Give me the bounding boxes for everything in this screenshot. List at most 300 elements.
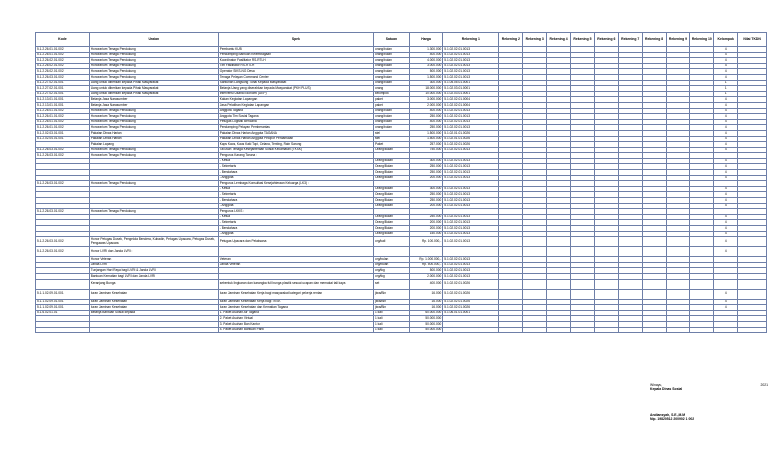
table-cell: 2. Paket Asuhan Virtual	[218, 316, 373, 322]
table-cell: 4	[714, 58, 738, 64]
table-cell: 4	[714, 125, 738, 131]
table-cell: - Bendahara	[218, 170, 373, 176]
table-cell: Orang/Bulan	[374, 164, 410, 170]
table-cell	[409, 247, 442, 257]
table-cell	[218, 247, 373, 257]
table-cell: 5.1.2.26.03.01.002	[36, 247, 90, 257]
table-cell	[738, 289, 767, 299]
table-cell: orang/bulan	[374, 125, 410, 131]
table-cell: 4	[714, 170, 738, 176]
table-cell: org/kali	[374, 237, 410, 247]
table-cell: Rp. 100.000,-	[409, 237, 442, 247]
table-cell: 300.000	[409, 158, 442, 164]
table-cell: Belanja Bantuan Sosial kepada	[89, 310, 218, 316]
table-cell: Orang/Bulan	[374, 170, 410, 176]
signature-position: Kepala Dinas Sosial	[650, 387, 683, 391]
table-cell: 4	[714, 220, 738, 226]
table-cell: orang/bulan	[374, 69, 410, 75]
table-cell: sebentuk lingkaran dan karangka full bunga plastik sesuai ucapan dan memakai tali kaya	[218, 279, 373, 289]
table-cell: 5.1.2.26.01.01.002	[36, 119, 90, 125]
table-cell: Honorarium Tenaga Pendukung	[89, 63, 218, 69]
table-cell	[642, 289, 666, 299]
table-cell: 4	[714, 130, 738, 136]
table-cell: Operator SIKS-NG Desa	[218, 69, 373, 75]
table-cell: 4	[714, 305, 738, 311]
table-cell: 5.1.2.26.01.01.002	[36, 47, 90, 53]
table-cell	[642, 237, 666, 247]
table-cell: 4	[714, 74, 738, 80]
table-cell: - Ketua	[218, 158, 373, 164]
table-cell: 1	[714, 91, 738, 97]
table-cell: 5.1.2.26.01.01.002	[36, 114, 90, 120]
table-cell: 4	[714, 164, 738, 170]
table-cell: Iuran Jaminan Kesehatan Kerja bagi masyarakat kategori pekerja rentan	[218, 289, 373, 299]
table-cell: org/bulan	[374, 262, 410, 268]
table-cell: Orang/Bulan	[374, 231, 410, 237]
column-header: Rekening 9	[666, 33, 690, 47]
table-cell	[594, 327, 618, 333]
table-cell: stel	[374, 136, 410, 142]
table-cell: Koordinator Fasilitator RS-RTLH	[218, 58, 373, 64]
table-cell: 5.1.2.27.02.01.001	[36, 91, 90, 97]
table-cell: kelompok	[374, 91, 410, 97]
table-cell: Pakaian Dinas Harian Anggota TAGANA	[218, 130, 373, 136]
table-cell: Honor Petugas Dusek, Pengelola Bendera, Kubadin, Petugas Upacara, Petugas Dusek, Pengawas Upacara	[89, 237, 218, 247]
table-cell: Kaps Kaos, Kaus Kaki Topi, Celana, Tenting, Rain Sarung	[218, 142, 373, 148]
table-cell	[714, 327, 738, 333]
table-cell	[499, 279, 523, 289]
table-cell: 1 kali	[374, 321, 410, 327]
table-cell: 5.1.1.02.09.01.001	[36, 299, 90, 305]
table-cell	[547, 289, 571, 299]
table-cell	[374, 247, 410, 257]
column-header: Rekening 8	[642, 33, 666, 47]
table-cell	[499, 237, 523, 247]
table-cell: orang/bulan	[374, 52, 410, 58]
column-header: Kode	[36, 33, 90, 47]
table-cell	[523, 279, 547, 289]
table-cell: Pengurus Lembaga Konsultasi Kesejahteraan Keluarga (LK3) :	[218, 181, 373, 187]
table-cell: - Anggota	[218, 175, 373, 181]
table-cell: 400.000	[409, 108, 442, 114]
table-cell: org/tkg	[374, 268, 410, 274]
table-cell: Orang/Bulan	[374, 198, 410, 204]
table-cell: 16.000	[409, 299, 442, 305]
table-cell: Iuran Jaminan Kesehatan	[89, 289, 218, 299]
table-cell	[738, 247, 767, 257]
table-cell: 2.000.000	[409, 102, 442, 108]
table-cell: 5.1.02.02.01.0013	[443, 74, 499, 80]
table-cell: 250.000	[409, 114, 442, 120]
table-cell: 5.1.02.02.01.0013	[443, 198, 499, 204]
table-cell: Bantuan Kematian bagi LVRI dan Janda LVRI	[89, 273, 218, 279]
table-cell: jiwa/Bln	[374, 305, 410, 311]
table-cell: 5.1.02.02.01.0013	[443, 237, 499, 247]
table-cell: Honorarium Tenaga Pendukung	[89, 114, 218, 120]
table-cell	[571, 237, 595, 247]
table-cell: 5.1.02.02.01.0026	[443, 289, 499, 299]
table-cell: Anggota Tim Sosial Tagana	[218, 114, 373, 120]
table-cell	[690, 289, 714, 299]
table-cell	[666, 247, 690, 257]
table-cell: - Sekretaris	[218, 192, 373, 198]
table-cell	[523, 327, 547, 333]
table-cell: 4	[714, 63, 738, 69]
table-cell: 5.1.02.02.01.0013	[443, 231, 499, 237]
table-cell: 300.000	[409, 80, 442, 86]
table-cell: Tunjangan Hari Raya bagi LVRI & Janda LVRI	[89, 268, 218, 274]
table-cell: Orang/Bulan	[374, 220, 410, 226]
table-cell: 5.1.2.26.03.01.002	[36, 147, 90, 153]
table-cell: 5.1.02.02.01.0013	[443, 203, 499, 209]
table-cell	[443, 247, 499, 257]
table-cell: 5.1.02.02.01.0013	[443, 158, 499, 164]
table-cell	[666, 279, 690, 289]
table-cell: paket	[374, 97, 410, 103]
table-cell: Paket	[374, 142, 410, 148]
table-cell: orang/bulan	[374, 58, 410, 64]
table-cell: 5.1.02.02.01.0013	[443, 257, 499, 263]
table-cell: Petugas Upacara dan Pelaksana	[218, 237, 373, 247]
table-cell: 2.000.000	[409, 273, 442, 279]
table-cell: Honorarium Tenaga Pendukung	[89, 47, 218, 53]
table-cell: Orang/Bulan	[374, 203, 410, 209]
table-cell: 4	[714, 231, 738, 237]
table-cell: Kakan Kegiatan Lapangan	[218, 97, 373, 103]
table-cell: 5.1.02.02.01.0013	[443, 226, 499, 232]
table-cell: Pakaian Dinas Harian	[89, 130, 218, 136]
table-cell: 4	[714, 108, 738, 114]
table-cell: 4	[714, 147, 738, 153]
table-cell: 1.500.000	[409, 74, 442, 80]
table-cell: Iuran Jaminan Kesehatan Kerja bagi TKSK	[218, 299, 373, 305]
table-cell: 5.1.02.02.01.0013	[443, 69, 499, 75]
column-header: Rekening 4	[547, 33, 571, 47]
table-cell: Iuran Jaminan Kesehatan dan Kematian Tagana	[218, 305, 373, 311]
table-cell: Anggota Tagana	[218, 108, 373, 114]
table-cell: 4	[714, 289, 738, 299]
table-cell	[618, 279, 642, 289]
table-cell: 5.1.02.02.01.0013	[443, 268, 499, 274]
table-cell: 5.1.02.02.01.0026	[443, 142, 499, 148]
table-cell: 5.1.2.27.02.01.001	[36, 86, 90, 92]
table-cell: Orang/Bulan	[374, 192, 410, 198]
table-cell: 5.1.2.26.01.01.002	[36, 108, 90, 114]
table-cell: 5.1.6.02.01.01	[36, 310, 90, 316]
table-cell: 16.000	[409, 305, 442, 311]
table-cell: 5.1.2.26.03.01.002	[36, 153, 90, 159]
table-cell: 50.000.000	[409, 316, 442, 322]
table-cell	[594, 279, 618, 289]
table-cell: 3. Paket Asuhan Ban Kantor	[218, 321, 373, 327]
table-cell	[499, 289, 523, 299]
table-cell: Pakaian Dinas Harian	[89, 136, 218, 142]
table-row	[36, 327, 767, 333]
table-cell: 50.000.000	[409, 327, 442, 333]
table-cell: Orang/Bulan	[374, 186, 410, 192]
table-cell: 5.1.2.02.03.01.001	[36, 130, 90, 136]
column-header: Nilai TKDN	[738, 33, 767, 47]
table-cell: 3.000.000	[409, 97, 442, 103]
table-cell: 250.000	[409, 192, 442, 198]
table-cell: 5.1.05.05.01.0001	[443, 80, 499, 86]
table-cell: Tim Fasilitator RS-RTLH	[218, 63, 373, 69]
table-cell: Rp. 500.000,-	[409, 262, 442, 268]
table-cell: Honorarium Tenaga Pendukung	[89, 108, 218, 114]
table-cell: 5.1.02.02.01.0013	[443, 186, 499, 192]
signature-year: 2021	[760, 383, 768, 387]
table-cell: 4.000.000	[409, 58, 442, 64]
column-header: Rekening 5	[571, 33, 595, 47]
table-cell: Pembantu KUB	[218, 47, 373, 53]
table-cell: 5.1.2.26.03.01.002	[36, 74, 90, 80]
table-cell: 200.000	[409, 175, 442, 181]
table-cell	[618, 327, 642, 333]
table-cell: Honorarium Tenaga Pendukung	[89, 209, 218, 215]
table-cell: Iuran Jaminan Kesehatan	[89, 305, 218, 311]
table-cell: 5.1.02.02.01.0026	[443, 299, 499, 305]
table-cell: Veteran	[218, 257, 373, 263]
table-cell: 5.1.2.26.03.01.002	[36, 181, 90, 187]
table-cell	[618, 289, 642, 299]
table-cell	[547, 327, 571, 333]
table-cell: 10.000.000	[409, 91, 442, 97]
table-cell: Pakaian Lapang	[89, 142, 218, 148]
column-header: Spek	[218, 33, 373, 47]
table-cell: 4	[714, 247, 738, 257]
table-cell: 5.1.02.03.01.0001	[443, 91, 499, 97]
price-table	[35, 32, 767, 333]
table-cell: org/tkg	[374, 273, 410, 279]
table-cell: jiwa/Bln	[374, 299, 410, 305]
table-cell: 5.1.02.02.01.0013	[443, 220, 499, 226]
column-header: Rekening 2	[499, 33, 523, 47]
table-cell: 5.1.02.02.01.0013	[443, 114, 499, 120]
table-cell: - Anggota	[218, 203, 373, 209]
table-cell: 750.000	[409, 147, 442, 153]
table-cell: 4	[714, 203, 738, 209]
table-cell: 300.000	[409, 186, 442, 192]
table-cell: - Sekretaris	[218, 164, 373, 170]
table-cell	[571, 289, 595, 299]
signature-nip: Nip. 19820512 200902 1 002	[650, 417, 695, 421]
table-cell: Honorarium Tenaga Pendukung	[89, 147, 218, 153]
table-cell: 4	[714, 214, 738, 220]
table-cell: 5.1.02.01.01.0026	[443, 130, 499, 136]
table-cell: 5.1.02.02.01.0013	[443, 273, 499, 279]
table-cell: 4	[714, 192, 738, 198]
table-cell: Orang/Bulan	[374, 214, 410, 220]
table-cell: Pengurus LKKS :	[218, 209, 373, 215]
table-cell: 257.000	[409, 142, 442, 148]
table-cell	[36, 279, 90, 289]
table-cell	[594, 237, 618, 247]
table-cell	[547, 279, 571, 289]
table-cell: Honorarium Tenaga Pendukung	[89, 181, 218, 187]
table-cell: Intervensi Usaha Ekonomi (UEP)	[218, 91, 373, 97]
table-cell: Janda Veteran	[218, 262, 373, 268]
table-cell: 1.500.000	[409, 130, 442, 136]
table-cell: 5.1.2.26.03.01.002	[36, 209, 90, 215]
table-cell: 4	[714, 198, 738, 204]
table-cell: 4	[714, 47, 738, 53]
table-cell: 1 kali	[374, 316, 410, 322]
table-cell: 400.000	[409, 119, 442, 125]
table-cell: Petugas Logistik Bencana	[218, 119, 373, 125]
table-cell: 5.1.02.02.01.0004	[443, 97, 499, 103]
table-cell: Keranjang Bunga	[89, 279, 218, 289]
table-cell	[571, 247, 595, 257]
table-cell: 5.1.2.13.01.01.001	[36, 97, 90, 103]
table-cell: Honorarium Tenaga Pendukung	[89, 69, 218, 75]
table-row	[36, 247, 767, 257]
table-cell: 5.1.02.02.01.0013	[443, 108, 499, 114]
table-cell: 150.000	[409, 231, 442, 237]
table-cell	[618, 237, 642, 247]
table-cell: Honor Veteran	[89, 257, 218, 263]
table-cell: 400.000	[409, 279, 442, 289]
table-cell: jiwa/Bln	[374, 289, 410, 299]
table-row	[36, 279, 767, 289]
table-cell	[618, 247, 642, 257]
table-cell: 5.1.2.26.02.01.002	[36, 63, 90, 69]
table-cell: Uang untuk diberikan kepada Pihak Masyarakat	[89, 86, 218, 92]
table-cell: 5.1.2.26.02.01.002	[36, 69, 90, 75]
table-cell: orang/bulan	[374, 108, 410, 114]
table-cell: 1. Paket Asuhan Air Tagana	[218, 310, 373, 316]
table-cell: 250.000	[409, 164, 442, 170]
table-cell	[547, 247, 571, 257]
table-cell: Uang untuk diberikan kepada Pihak Masyarakat	[89, 80, 218, 86]
table-cell	[690, 279, 714, 289]
table-cell: 400.000	[409, 52, 442, 58]
table-cell: 4	[714, 237, 738, 247]
table-cell: 18.000.000	[409, 86, 442, 92]
table-cell: - Anggota	[218, 231, 373, 237]
signature-place: Winayu,	[650, 383, 663, 387]
table-cell: Honorarium Tenaga Pendukung	[89, 119, 218, 125]
table-cell: 5.1.02.02.01.0013	[443, 47, 499, 53]
table-cell	[499, 327, 523, 333]
table-cell: 4	[714, 102, 738, 108]
table-cell: Honorarium Tenaga Pendukung	[89, 58, 218, 64]
table-cell: 250.000	[409, 198, 442, 204]
table-cell: 5.1.2.26.03.01.002	[36, 237, 90, 247]
column-header: Harga	[409, 33, 442, 47]
table-cell: - Ketua	[218, 186, 373, 192]
table-cell: Belanja Uang yang diserahkan kepada Masyarakat (PKH PLUS)	[218, 86, 373, 92]
table-cell	[714, 279, 738, 289]
table-cell	[666, 237, 690, 247]
table-cell: 5.1.02.02.01.0026	[443, 305, 499, 311]
table-cell: Santunan Langsung Tunai Kepada Masyarakat	[218, 80, 373, 86]
table-cell: paket	[374, 102, 410, 108]
table-cell: 4	[714, 97, 738, 103]
table-cell: Tenaga Pelayan Command Center	[218, 74, 373, 80]
table-cell: 5.1.02.02.01.0013	[443, 164, 499, 170]
column-header: Uraian	[89, 33, 218, 47]
table-cell: 1	[714, 86, 738, 92]
table-cell: 5.1.02.02.01.0013	[443, 119, 499, 125]
table-cell	[690, 247, 714, 257]
table-cell: 5.1.02.03.01.0001	[443, 86, 499, 92]
table-cell: 200.000	[409, 220, 442, 226]
table-cell: 1 kali	[374, 310, 410, 316]
table-cell	[738, 237, 767, 247]
table-cell: 200.000	[409, 226, 442, 232]
table-cell: 250.000	[409, 125, 442, 131]
table-cell: 5.1.02.02.01.0013	[443, 214, 499, 220]
table-cell: Honorarium Tenaga Pendukung	[89, 74, 218, 80]
table-cell: 5.1.2.02.04.01.001	[36, 136, 90, 142]
table-cell: 1	[714, 80, 738, 86]
table-cell	[89, 327, 218, 333]
table-cell: 5.1.02.02.01.0013	[443, 147, 499, 153]
table-cell: orang/bulan	[374, 47, 410, 53]
table-cell: Honor LVRI dan Janda LVRI :	[89, 247, 218, 257]
table-cell	[666, 289, 690, 299]
table-row	[36, 237, 767, 247]
table-cell: 1.500.000	[409, 136, 442, 142]
table-cell	[642, 327, 666, 333]
table-cell	[571, 279, 595, 289]
table-cell: Orang/Bulan	[374, 175, 410, 181]
table-cell	[690, 237, 714, 247]
table-cell: 4	[714, 158, 738, 164]
table-cell: - Bendahara	[218, 198, 373, 204]
table-cell: Tali Asih Tenaga Kesejahteraan Sosial Kecamatan (TKSK)	[218, 147, 373, 153]
table-cell	[594, 289, 618, 299]
header-row	[36, 33, 767, 47]
table-cell: orang	[374, 86, 410, 92]
table-cell: 4	[714, 52, 738, 58]
table-cell: 3.000.000	[409, 63, 442, 69]
table-cell	[738, 327, 767, 333]
table-cell: Pendamping Bantuan Kelembagaan	[218, 52, 373, 58]
table-cell: 5.1.02.02.01.0013	[443, 262, 499, 268]
table-cell	[499, 247, 523, 257]
table-cell: 5.1.2.26.01.01.002	[36, 52, 90, 58]
table-cell: - Sekretaris	[218, 220, 373, 226]
table-cell: Uang untuk diberikan kepada Pihak Masyarakat	[89, 91, 218, 97]
column-header: Satuan	[374, 33, 410, 47]
table-cell: orang/bulan	[374, 63, 410, 69]
table-cell: 50.000.000	[409, 321, 442, 327]
table-cell	[523, 247, 547, 257]
table-cell	[690, 327, 714, 333]
table-cell: 250.000	[409, 214, 442, 220]
table-cell: 5.1.2.26.02.01.002	[36, 58, 90, 64]
table-cell: 5.1.02.02.01.0013	[443, 175, 499, 181]
column-header: Rekening 6	[594, 33, 618, 47]
table-cell: Orang/Bulan	[374, 226, 410, 232]
table-cell: 5.1.1.02.09.01.001	[36, 305, 90, 311]
table-cell: 4	[714, 175, 738, 181]
table-cell: 4. Paket Asuhan Bantuan Panti	[218, 327, 373, 333]
table-cell: Honorarium Tenaga Pendukung	[89, 125, 218, 131]
table-cell: 4	[714, 69, 738, 75]
table-cell: 5.1.02.02.01.0013	[443, 52, 499, 58]
table-cell: 60.000.000	[409, 310, 442, 316]
table-cell: Orang/Bulan	[374, 147, 410, 153]
table-cell: Iuran Jaminan Kesehatan	[89, 299, 218, 305]
table-cell: 4	[714, 186, 738, 192]
table-cell: - Bendahara	[218, 226, 373, 232]
table-cell: orang/bulan	[374, 80, 410, 86]
table-cell: 4	[714, 226, 738, 232]
column-header: Rekening 3	[523, 33, 547, 47]
table-cell: 5.1.02.02.01.0013	[443, 125, 499, 131]
